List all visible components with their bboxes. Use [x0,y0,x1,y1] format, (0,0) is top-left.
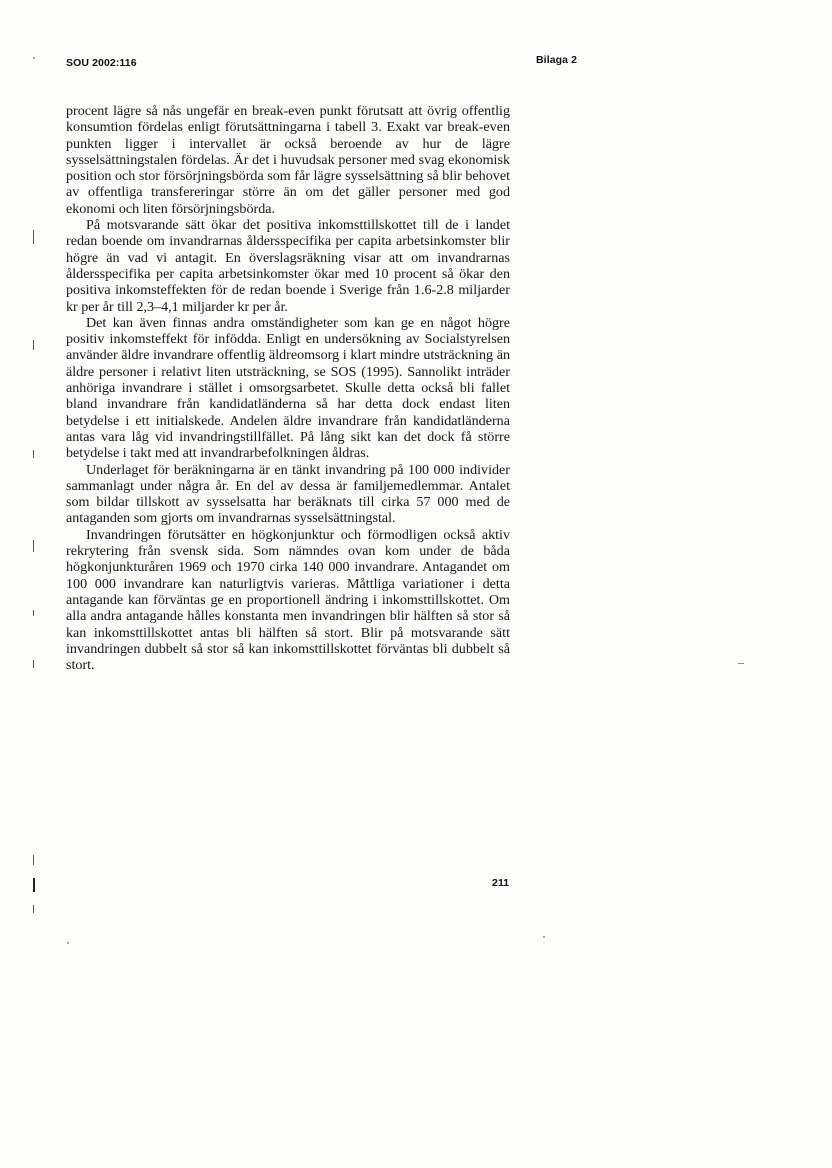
scan-mark [33,905,34,913]
scan-mark [33,610,34,616]
paragraph-2: På motsvarande sätt ökar det positiva inkomsttillskottet till de i landet redan boende om invandrarnas åldersspecifika per capita arbetsinkomster blir högre än vad vi antagit. En överslagsräkning visar att om invandrarnas åldersspecifika per capita arbetsinkomster ökar med 10 procent så ökar den positiva inkomsteffekten för de redan boende i Sverige från 1.6-2.8 miljarder kr per år till 2,3–4,1 miljarder kr per år. [66,217,510,315]
paragraph-5: Invandringen förutsätter en högkonjunktur och förmodligen också aktiv rekrytering från svensk sida. Som nämndes ovan kom under de båda högkonjunkturåren 1969 och 1970 cirka 140 000 invandrare. Antagandet om 100 000 invandrare kan naturligtvis varieras. Måttliga variationer i detta antagande kan förväntas ge en proportionell ändring i inkomsttillskottet. Om alla andra antagande hålles konstanta men invandringen blir hälften så stor så kan inkomsttillskottet antas bli hälften så stort. Blir på motsvarande sätt invandringen dubbelt så stor så kan inkomsttillskottet förväntas bli dubbelt så stort. [66,526,510,674]
running-header-report-id: SOU 2002:116 [66,57,137,69]
scan-mark [33,230,34,244]
running-header-appendix: Bilaga 2 [536,54,578,66]
scan-speck [33,57,35,59]
scan-mark [33,878,35,892]
scan-mark [33,660,34,668]
paragraph-4: Underlaget för beräkningarna är en tänkt invandring på 100 000 individer sammanlagt under några år. En del av dessa är familjemedlemmar. Antalet som bildar tillskott av sysselsatta har beräknats till cirka 57 000 med de antaganden som gjorts om invandrarnas sysselsättningstal. [66,461,510,527]
scan-mark [33,340,34,350]
scan-speck [738,663,744,664]
scan-mark [33,855,34,865]
paragraph-3: Det kan även finnas andra omständigheter som kan ge en något högre positiv inkomsteffekt för infödda. Enligt en undersökning av Socialstyrelsen använder äldre invandrare offentlig äldreomsorg i klart mindre utsträckning än äldre personer i relativt liten utsträckning, se SOS (1995). Sannolikt inträder anhöriga invandrare i stället i omsorgsarbetet. Skulle detta också bli fallet bland invandrare från kandidatländerna så har detta dock endast liten betydelse i ett initialskede. Andelen äldre invandrare från kandidatländerna antas vara låg vid invandringstillfället. På lång sikt kan det dock få större betydelse i takt med att invandrarbefolkningen åldras. [66,314,510,462]
scan-speck [543,936,545,938]
paragraph-1: procent lägre så nås ungefär en break-even punkt förutsatt att övrig offentlig konsumtion fördelas enligt förutsättningarna i tabell 3. Exakt var break-even punkten ligger i intervallet är också beroende av hur de lägre sysselsättningstalen fördelas. Är det i huvudsak personer med svag ekonomisk position och stor försörjningsbörda som får lägre sysselsättning så blir behovet av offentliga transfereringar större än om det gäller personer med god ekonomi och liten försörjningsbörda. [66,103,510,217]
scan-mark [33,540,34,552]
page-number: 211 [492,877,510,889]
scan-mark [33,450,34,458]
body-text [66,103,510,673]
scan-speck [67,942,69,944]
